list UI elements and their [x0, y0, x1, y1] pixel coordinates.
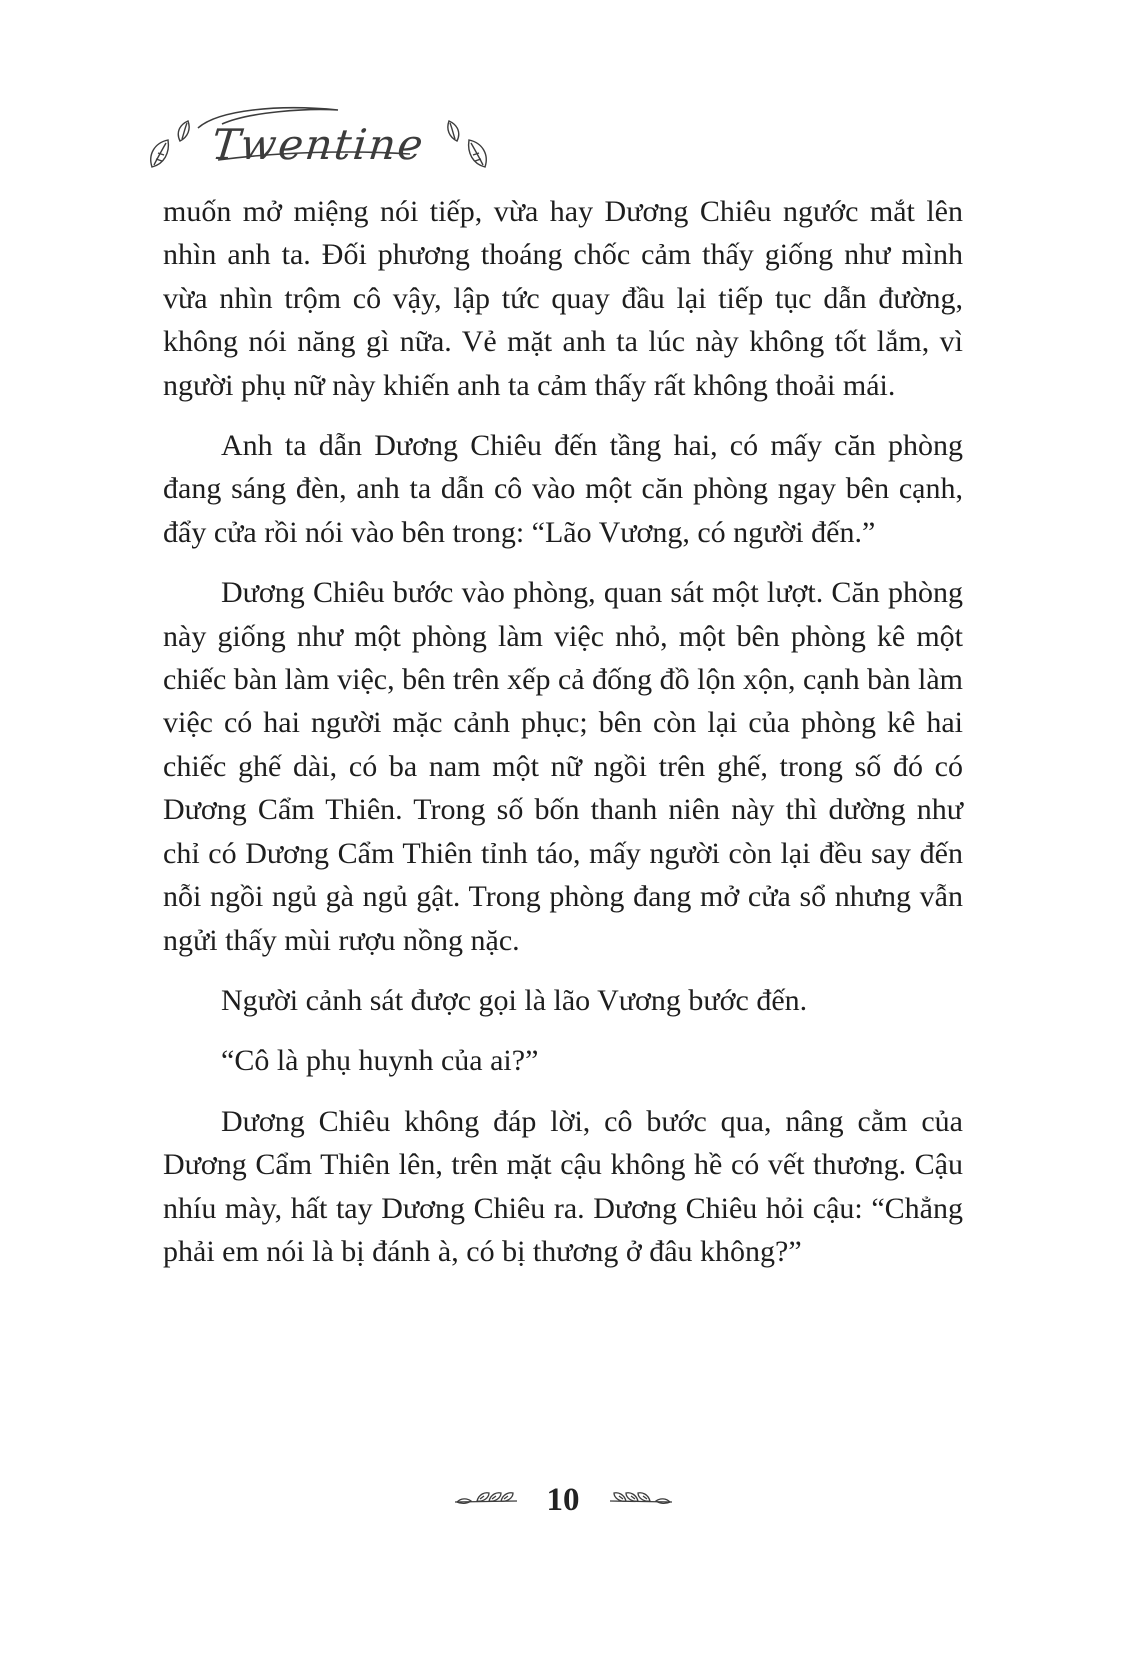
paragraph: Dương Chiêu không đáp lời, cô bước qua, nâng cằm của Dương Cẩm Thiên lên, trên mặt cậu không hề có vết thương. Cậu nhíu mày, hất tay Dương Chiêu ra. Dương Chiêu hỏi cậu: “Chẳng phải em nói là bị đánh à, có bị thương ở đâu không?”: [163, 1104, 963, 1268]
brand-logo: [202, 120, 435, 169]
page-number: 10: [546, 1482, 580, 1518]
paragraph: Người cảnh sát được gọi là lão Vương bước đến.: [221, 983, 808, 1017]
leaf-ornament-right-icon: [441, 117, 491, 173]
paragraph: Anh ta dẫn Dương Chiêu đến tầng hai, có mấy căn phòng đang sáng đèn, anh ta dẫn cô vào một căn phòng ngay bên cạnh, đẩy cửa rồi nói vào bên trong: “Lão Vương, có người đến.”: [163, 429, 963, 549]
brand-title: Twentine: [209, 120, 428, 169]
page-footer: [0, 1484, 1126, 1517]
vine-ornament-right-icon: [608, 1489, 674, 1513]
page-header: [146, 102, 491, 188]
leaf-ornament-left-icon: [146, 117, 196, 173]
page-body: [163, 190, 963, 1290]
paragraph: Dương Chiêu bước vào phòng, quan sát một lượt. Căn phòng này giống như một phòng làm việc nhỏ, một bên phòng kê một chiếc bàn làm việc, bên trên xếp cả đống đồ lộn xộn, cạnh bàn làm việc có hai người mặc cảnh phục; bên còn lại của phòng kê hai chiếc ghế dài, có ba nam một nữ ngồi trên ghế, trong số đó có Dương Cẩm Thiên. Trong số bốn thanh niên này thì dường như chỉ có Dương Cẩm Thiên tỉnh táo, mấy người còn lại đều say đến nỗi ngồi ngủ gà ngủ gật. Trong phòng đang mở cửa sổ nhưng vẫn ngửi thấy mùi rượu nồng nặc.: [163, 576, 963, 957]
text-paragraphs: [163, 190, 963, 1273]
vine-ornament-left-icon: [453, 1489, 519, 1513]
paragraph: muốn mở miệng nói tiếp, vừa hay Dương Chiêu ngước mắt lên nhìn anh ta. Đối phương thoáng chốc cảm thấy giống như mình vừa nhìn trộm cô vậy, lập tức quay đầu lại tiếp tục dẫn đường, không nói năng gì nữa. Vẻ mặt anh ta lúc này không tốt lắm, vì người phụ nữ này khiến anh ta cảm thấy rất không thoải mái.: [163, 195, 963, 402]
paragraph: “Cô là phụ huynh của ai?”: [221, 1044, 539, 1078]
